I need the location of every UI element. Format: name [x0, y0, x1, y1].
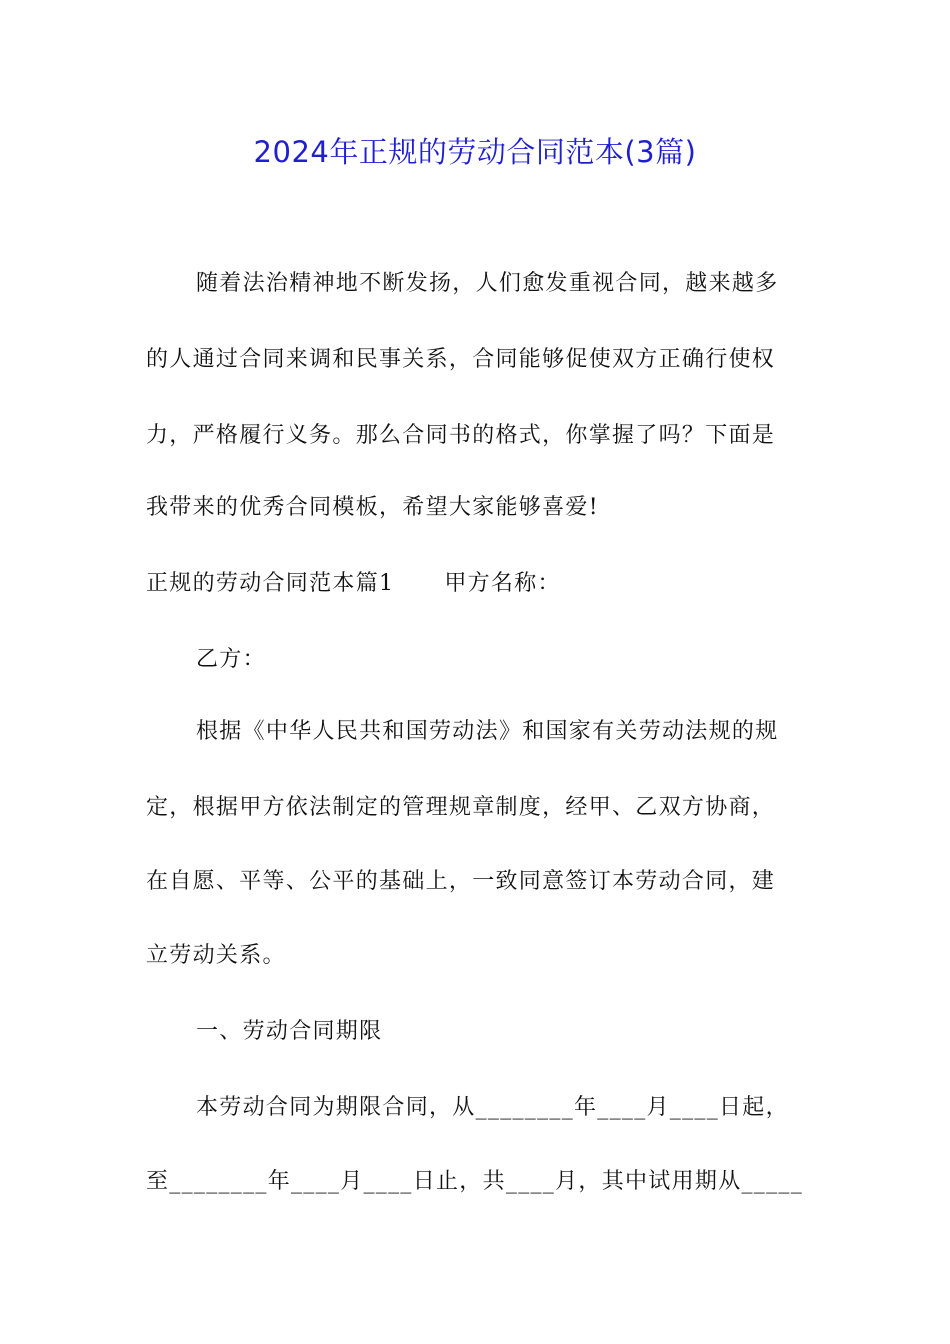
- basis-line-4: 立劳动关系。: [146, 943, 286, 968]
- clause-one-heading: 一、劳动合同期限: [196, 1019, 383, 1044]
- section-heading: 正规的劳动合同范本篇1: [146, 571, 395, 596]
- term-line-1: 本劳动合同为期限合同，从________年____月____日起，: [196, 1095, 789, 1120]
- term-line-2: 至________年____月____日止，共____月，其中试用期从_____: [146, 1169, 804, 1194]
- section-heading-row: [146, 568, 561, 600]
- party-b-label: 乙方：: [196, 647, 266, 672]
- basis-line-2: 定，根据甲方依法制定的管理规章制度，经甲、乙双方协商，: [146, 795, 776, 820]
- intro-line-1: 随着法治精神地不断发扬，人们愈发重视合同，越来越多: [196, 271, 779, 296]
- intro-line-3: 力，严格履行义务。那么合同书的格式，你掌握了吗？下面是: [146, 423, 776, 448]
- document-title: 2024年正规的劳动合同范本(3篇): [253, 135, 697, 169]
- basis-line-1: 根据《中华人民共和国劳动法》和国家有关劳动法规的规: [196, 719, 779, 744]
- intro-line-2: 的人通过合同来调和民事关系，合同能够促使双方正确行使权: [146, 347, 776, 372]
- basis-line-3: 在自愿、平等、公平的基础上，一致同意签订本劳动合同，建: [146, 869, 776, 894]
- intro-line-4: 我带来的优秀合同模板，希望大家能够喜爱!: [146, 495, 599, 520]
- party-a-label: 甲方名称：: [444, 571, 561, 596]
